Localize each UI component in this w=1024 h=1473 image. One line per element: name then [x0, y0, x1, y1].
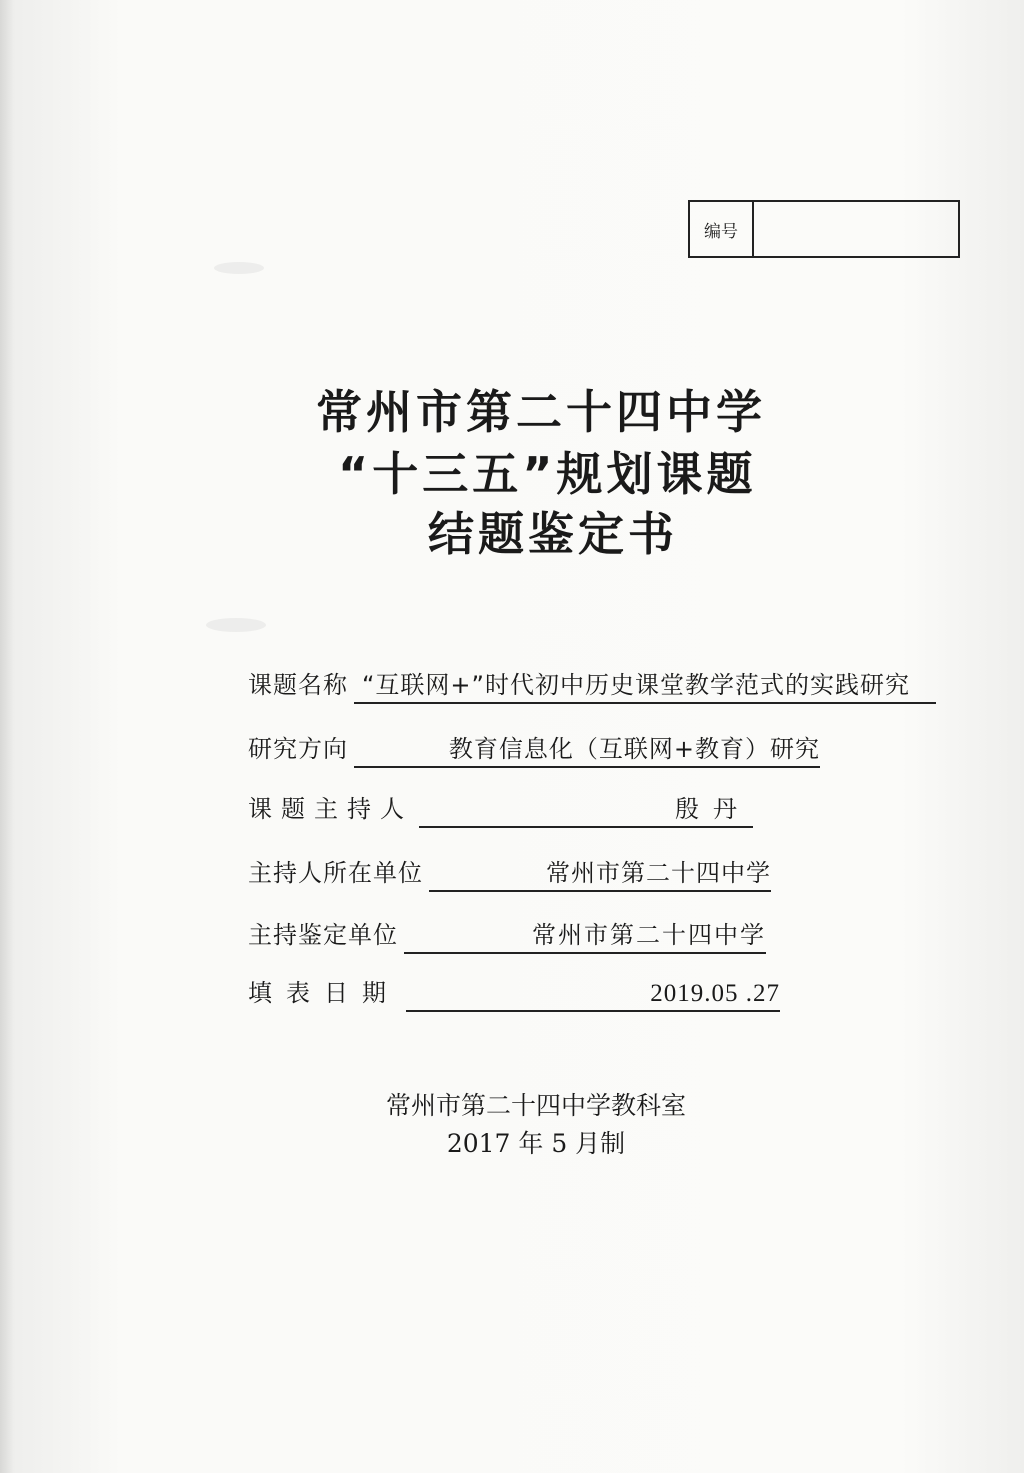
field-value: 常州市第二十四中学: [404, 915, 766, 954]
field-label: 主持鉴定单位: [248, 921, 398, 949]
title-line-plan: “十三五”规划课题: [338, 447, 757, 501]
title-line-school: 常州市第二十四中学: [316, 385, 766, 439]
field-host: [248, 788, 753, 828]
scan-smudge: [214, 262, 264, 274]
field-label: 课题主持人: [248, 795, 413, 823]
number-box: [688, 200, 960, 258]
field-appraisal-unit: [248, 914, 766, 954]
footer-issuer: 常州市第二十四中学教科室: [385, 1091, 686, 1120]
field-fill-date: [248, 972, 780, 1012]
number-label: 编号: [690, 202, 754, 256]
field-value: 教育信息化（互联网+教育）研究: [354, 729, 820, 768]
field-value: 常州市第二十四中学: [429, 853, 771, 892]
scan-smudge: [206, 618, 266, 632]
field-value: 殷丹: [419, 789, 753, 828]
field-label: 填表日期: [248, 979, 400, 1007]
field-research-direction: [248, 728, 820, 768]
title-line-document: 结题鉴定书: [428, 507, 678, 561]
field-value: 2019.05 .27: [406, 980, 780, 1012]
field-label: 课题名称: [248, 671, 348, 699]
field-value: “互联网+”时代初中历史课堂教学范式的实践研究: [354, 665, 936, 704]
page-edge-shadow: [0, 0, 14, 1473]
footer-made-date: 2017 年 5 月制: [446, 1129, 626, 1158]
field-label: 主持人所在单位: [248, 859, 423, 887]
field-label: 研究方向: [248, 735, 348, 763]
number-value: [754, 202, 958, 256]
field-host-unit: [248, 852, 771, 892]
field-topic-name: [248, 664, 936, 704]
